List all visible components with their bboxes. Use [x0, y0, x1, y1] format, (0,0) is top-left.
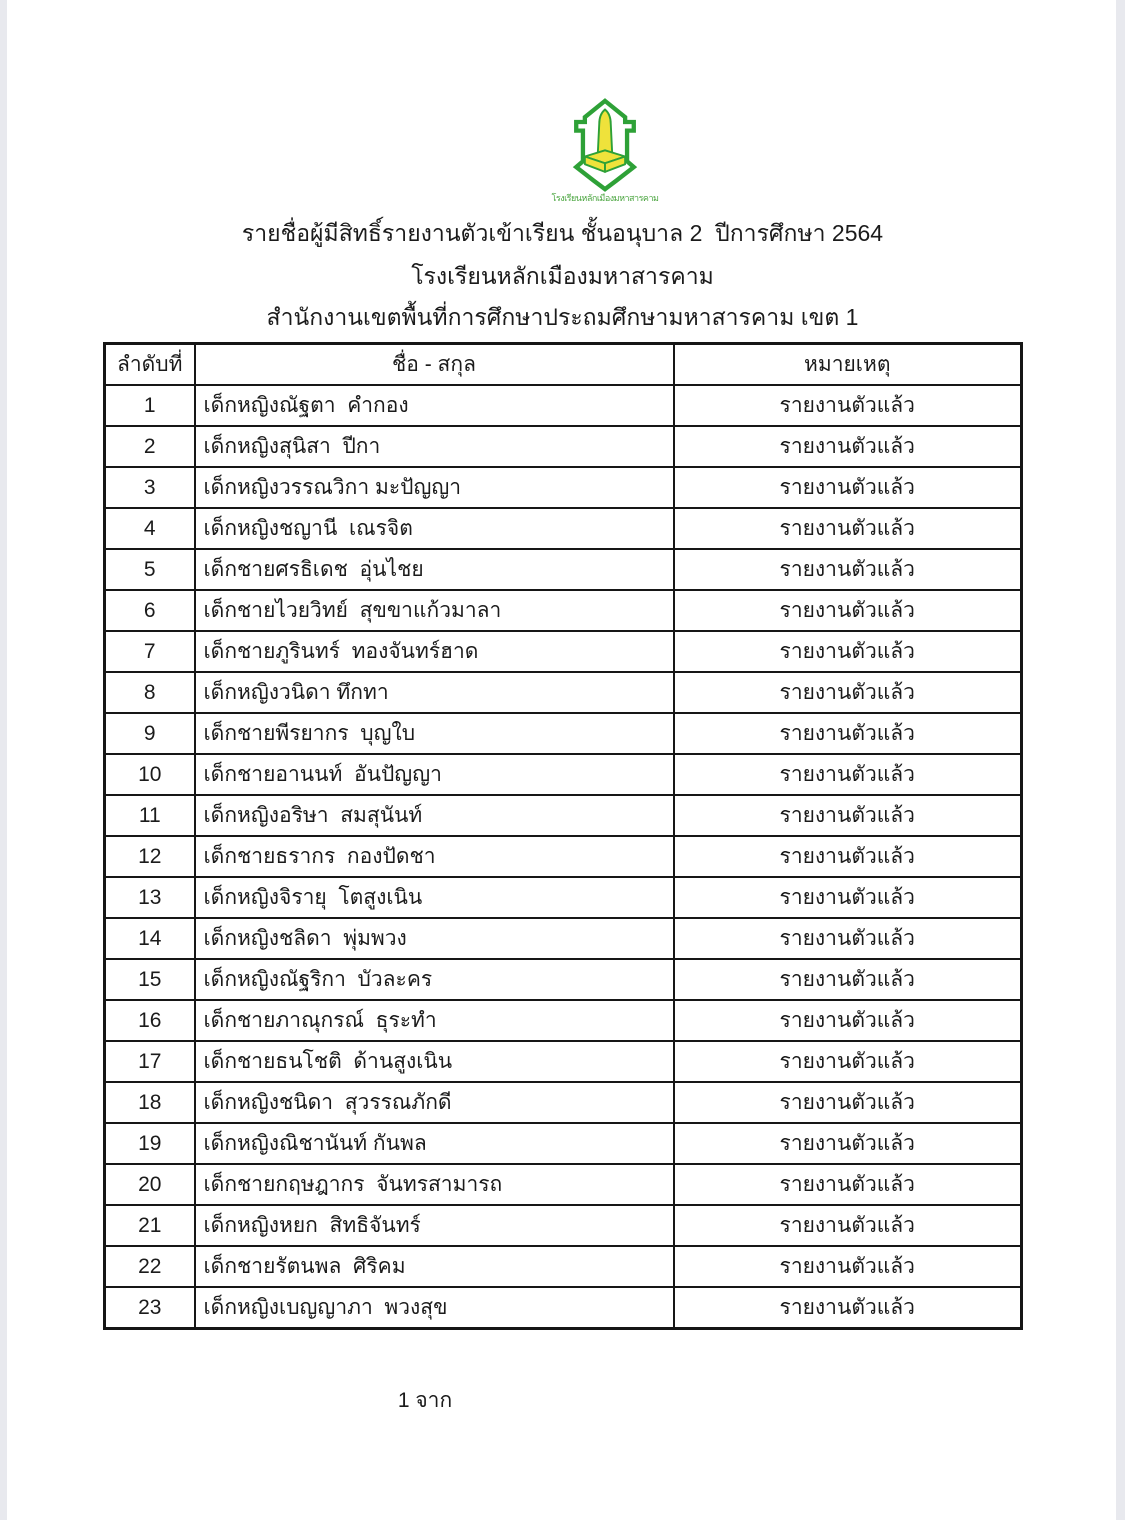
- table-row: [105, 877, 1022, 918]
- row-number-cell: 13: [105, 877, 195, 918]
- remark-cell: รายงานตัวแล้ว: [674, 672, 1022, 713]
- table-row: [105, 385, 1022, 426]
- remark-cell: รายงานตัวแล้ว: [674, 918, 1022, 959]
- row-number-cell: 22: [105, 1246, 195, 1287]
- table-row: [105, 1164, 1022, 1205]
- student-name-cell: เด็กหญิงณิชานันท์ กันพล: [195, 1123, 674, 1164]
- row-number-cell: 15: [105, 959, 195, 1000]
- city-pillar-crest-icon: [557, 98, 653, 192]
- row-number-cell: 21: [105, 1205, 195, 1246]
- remark-cell: รายงานตัวแล้ว: [674, 590, 1022, 631]
- table-row: [105, 836, 1022, 877]
- table-row: [105, 549, 1022, 590]
- table-row: [105, 959, 1022, 1000]
- student-name-cell: เด็กชายภาณุกรณ์ ธุระทำ: [195, 1000, 674, 1041]
- remark-cell: รายงานตัวแล้ว: [674, 467, 1022, 508]
- remark-cell: รายงานตัวแล้ว: [674, 1287, 1022, 1329]
- student-name-cell: เด็กหญิงชนิดา สุวรรณภักดี: [195, 1082, 674, 1123]
- remark-cell: รายงานตัวแล้ว: [674, 1246, 1022, 1287]
- remark-cell: รายงานตัวแล้ว: [674, 795, 1022, 836]
- remark-cell: รายงานตัวแล้ว: [674, 385, 1022, 426]
- student-name-cell: เด็กหญิงณัฐริกา บัวละคร: [195, 959, 674, 1000]
- student-roster-table: [103, 342, 1023, 1330]
- school-name: โรงเรียนหลักเมืองมหาสารคาม: [411, 263, 714, 289]
- row-number-cell: 16: [105, 1000, 195, 1041]
- table-row: [105, 672, 1022, 713]
- student-name-cell: เด็กหญิงสุนิสา ปีกา: [195, 426, 674, 467]
- table-row: [105, 795, 1022, 836]
- student-name-cell: เด็กชายรัตนพล ศิริคม: [195, 1246, 674, 1287]
- row-number-cell: 5: [105, 549, 195, 590]
- row-number-cell: 23: [105, 1287, 195, 1329]
- remark-cell: รายงานตัวแล้ว: [674, 713, 1022, 754]
- row-number-cell: 7: [105, 631, 195, 672]
- remark-cell: รายงานตัวแล้ว: [674, 508, 1022, 549]
- student-name-cell: เด็กหญิงจิรายุ โตสูงเนิน: [195, 877, 674, 918]
- row-number-cell: 8: [105, 672, 195, 713]
- page-number: 1 จาก: [397, 1389, 453, 1412]
- row-number-cell: 1: [105, 385, 195, 426]
- student-name-cell: เด็กหญิงเบญญาภา พวงสุข: [195, 1287, 674, 1329]
- student-name-cell: เด็กหญิงวนิดา ทึกทา: [195, 672, 674, 713]
- remark-cell: รายงานตัวแล้ว: [674, 1164, 1022, 1205]
- row-number-cell: 17: [105, 1041, 195, 1082]
- table-row: [105, 508, 1022, 549]
- remark-cell: รายงานตัวแล้ว: [674, 1123, 1022, 1164]
- remark-cell: รายงานตัวแล้ว: [674, 631, 1022, 672]
- column-header-name: ชื่อ - สกุล: [195, 344, 674, 386]
- remark-cell: รายงานตัวแล้ว: [674, 877, 1022, 918]
- student-name-cell: เด็กหญิงอริษา สมสุนันท์: [195, 795, 674, 836]
- logo-caption: โรงเรียนหลักเมืองมหาสารคาม: [551, 193, 659, 203]
- row-number-cell: 11: [105, 795, 195, 836]
- table-row: [105, 426, 1022, 467]
- table-row: [105, 631, 1022, 672]
- table-row: [105, 1000, 1022, 1041]
- student-name-cell: เด็กชายศรธิเดช อุ่นไชย: [195, 549, 674, 590]
- table-row: [105, 1041, 1022, 1082]
- row-number-cell: 9: [105, 713, 195, 754]
- table-row: [105, 1287, 1022, 1329]
- remark-cell: รายงานตัวแล้ว: [674, 1082, 1022, 1123]
- column-header-remark: หมายเหตุ: [674, 344, 1022, 386]
- table-row: [105, 918, 1022, 959]
- student-name-cell: เด็กหญิงหยก สิทธิจันทร์: [195, 1205, 674, 1246]
- remark-cell: รายงานตัวแล้ว: [674, 836, 1022, 877]
- district-office: สำนักงานเขตพื้นที่การศึกษาประถมศึกษามหาสารคาม เขต 1: [266, 304, 859, 330]
- remark-cell: รายงานตัวแล้ว: [674, 1000, 1022, 1041]
- student-name-cell: เด็กชายธนโชติ ด้านสูงเนิน: [195, 1041, 674, 1082]
- row-number-cell: 14: [105, 918, 195, 959]
- student-name-cell: เด็กชายอานนท์ อันปัญญา: [195, 754, 674, 795]
- row-number-cell: 19: [105, 1123, 195, 1164]
- remark-cell: รายงานตัวแล้ว: [674, 959, 1022, 1000]
- student-name-cell: เด็กชายพีรยากร บุญใบ: [195, 713, 674, 754]
- school-logo: [535, 98, 675, 203]
- student-name-cell: เด็กหญิงณัฐตา คำกอง: [195, 385, 674, 426]
- student-name-cell: เด็กชายไวยวิทย์ สุขขาแก้วมาลา: [195, 590, 674, 631]
- student-name-cell: เด็กชายธรากร กองปัดชา: [195, 836, 674, 877]
- table-row: [105, 1082, 1022, 1123]
- table-row: [105, 1246, 1022, 1287]
- remark-cell: รายงานตัวแล้ว: [674, 549, 1022, 590]
- remark-cell: รายงานตัวแล้ว: [674, 1041, 1022, 1082]
- table-row: [105, 590, 1022, 631]
- row-number-cell: 6: [105, 590, 195, 631]
- remark-cell: รายงานตัวแล้ว: [674, 426, 1022, 467]
- row-number-cell: 10: [105, 754, 195, 795]
- student-name-cell: เด็กหญิงชญานี เณรจิต: [195, 508, 674, 549]
- table-row: [105, 1205, 1022, 1246]
- row-number-cell: 2: [105, 426, 195, 467]
- document-title: รายชื่อผู้มีสิทธิ์รายงานตัวเข้าเรียน ชั้นอนุบาล 2 ปีการศึกษา 2564: [241, 220, 884, 246]
- table-row: [105, 754, 1022, 795]
- table-row: [105, 1123, 1022, 1164]
- remark-cell: รายงานตัวแล้ว: [674, 1205, 1022, 1246]
- table-header-row: [105, 344, 1022, 386]
- row-number-cell: 18: [105, 1082, 195, 1123]
- remark-cell: รายงานตัวแล้ว: [674, 754, 1022, 795]
- column-header-number: ลำดับที่: [105, 344, 195, 386]
- student-name-cell: เด็กหญิงวรรณวิกา มะปัญญา: [195, 467, 674, 508]
- student-name-cell: เด็กชายกฤษฎากร จันทรสามารถ: [195, 1164, 674, 1205]
- student-name-cell: เด็กหญิงชลิดา พุ่มพวง: [195, 918, 674, 959]
- row-number-cell: 12: [105, 836, 195, 877]
- table-row: [105, 713, 1022, 754]
- row-number-cell: 20: [105, 1164, 195, 1205]
- student-name-cell: เด็กชายภูรินทร์ ทองจันทร์ฮาด: [195, 631, 674, 672]
- row-number-cell: 4: [105, 508, 195, 549]
- table-row: [105, 467, 1022, 508]
- row-number-cell: 3: [105, 467, 195, 508]
